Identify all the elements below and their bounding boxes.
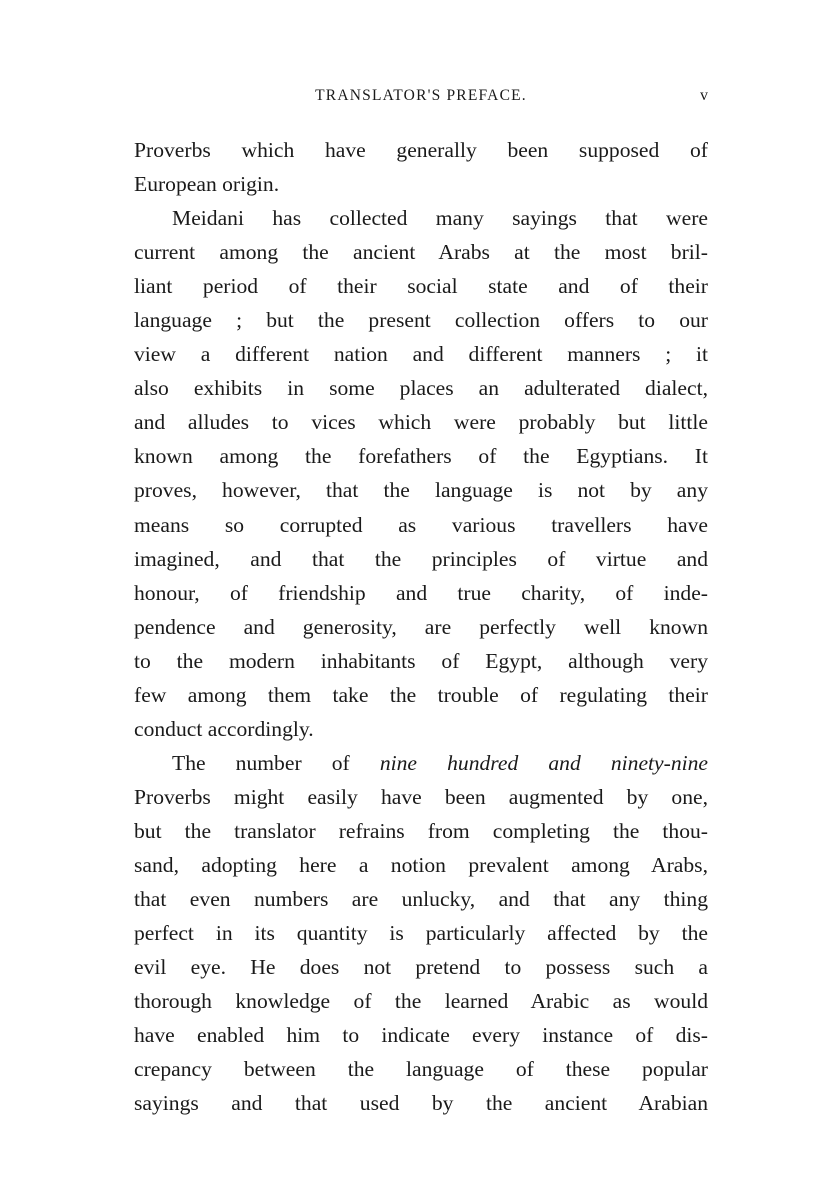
text-line: Proverbs might easily have been augmented by one,: [134, 784, 708, 809]
text-prefix: The number of: [172, 750, 380, 775]
text-line: and alludes to vices which were probably but little: [134, 410, 708, 435]
text-line: means so corrupted as various travellers have: [134, 512, 708, 537]
text-line: thorough knowledge of the learned Arabic as would: [134, 989, 708, 1014]
text-line: known among the forefathers of the Egyptians. It: [134, 444, 708, 469]
text-line: conduct accordingly.: [134, 716, 314, 741]
text-line: perfect in its quantity is particularly affected by the: [134, 921, 708, 946]
text-line: current among the ancient Arabs at the most bril-: [134, 240, 708, 265]
text-line: proves, however, that the language is not by any: [134, 478, 708, 503]
body-text: [134, 133, 708, 1120]
text-line: view a different nation and different manners ; it: [134, 342, 708, 367]
text-line: European origin.: [134, 172, 280, 197]
text-line: that even numbers are unlucky, and that any thing: [134, 887, 708, 912]
text-line: Meidani has collected many sayings that were: [172, 206, 708, 231]
text-line: liant period of their social state and of their: [134, 274, 708, 299]
text-line: crepancy between the language of these popular: [134, 1057, 708, 1082]
text-line: evil eye. He does not pretend to possess such a: [134, 955, 708, 980]
text-line: but the translator refrains from completing the thou-: [134, 818, 708, 843]
page-number: v: [700, 87, 708, 104]
running-head: [134, 87, 708, 109]
text-line: honour, of friendship and true charity, of inde-: [134, 580, 708, 605]
text-line: to the modern inhabitants of Egypt, although very: [134, 648, 708, 673]
text-line: few among them take the trouble of regulating their: [134, 682, 708, 707]
text-line: have enabled him to indicate every instance of dis-: [134, 1023, 708, 1048]
text-line: sand, adopting here a notion prevalent among Arabs,: [134, 852, 708, 877]
text-line: pendence and generosity, are perfectly well known: [134, 614, 708, 639]
text-line: also exhibits in some places an adulterated dialect,: [134, 376, 708, 401]
text-line: language ; but the present collection offers to our: [134, 308, 708, 333]
text-line-with-italic: [134, 746, 708, 780]
text-line: Proverbs which have generally been supposed of: [134, 138, 708, 162]
running-title: TRANSLATOR'S PREFACE.: [315, 87, 527, 104]
text-line: sayings and that used by the ancient Arabian: [134, 1091, 708, 1116]
text-line: imagined, and that the principles of virtue and: [134, 546, 708, 571]
italic-phrase: nine hundred and ninety-nine: [379, 750, 708, 775]
